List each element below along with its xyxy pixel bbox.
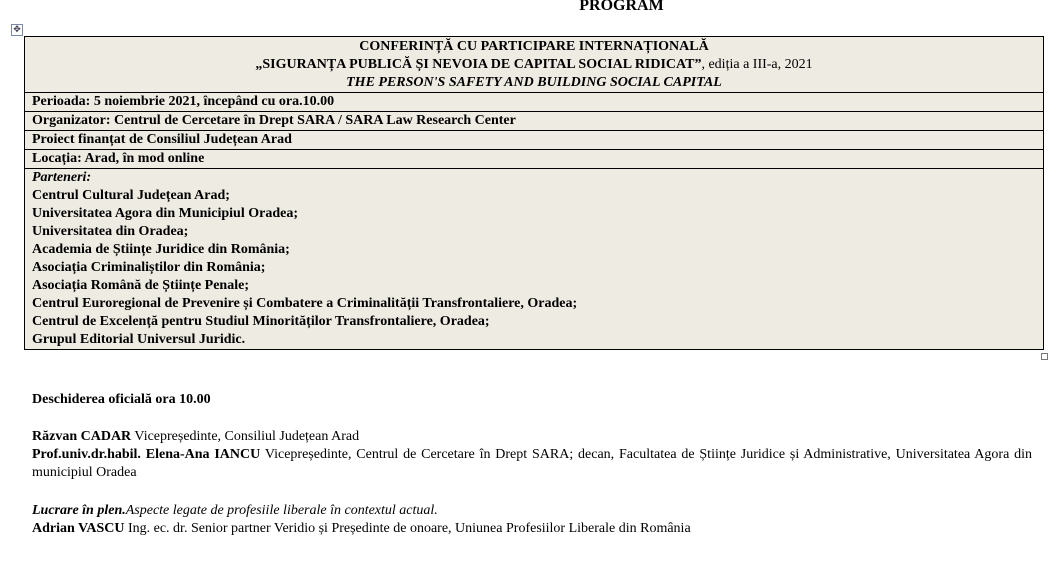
speaker-1 <box>32 428 1032 446</box>
conference-edition: , ediția a III-a, 2021 <box>701 57 813 72</box>
speaker-2-name: Prof.univ.dr.habil. Elena-Ana IANCU <box>32 447 261 462</box>
speaker-1-name: Răzvan CADAR <box>32 429 132 444</box>
conference-title-main: „SIGURANȚA PUBLICĂ ȘI NEVOIA DE CAPITAL SOCIAL RIDICAT” <box>255 57 702 72</box>
partners-cell <box>25 169 1044 350</box>
table-resize-handle[interactable] <box>1041 353 1048 360</box>
conference-title <box>31 56 1037 74</box>
partner-item: Centrul Euroregional de Prevenire și Combatere a Criminalității Transfrontaliere, Oradea; <box>32 296 578 311</box>
plenary-speaker <box>32 520 1032 538</box>
conference-header-row <box>25 37 1044 93</box>
partners-row <box>25 169 1044 350</box>
plenary-speaker-name: Adrian VASCU <box>32 521 125 536</box>
funding-cell: Proiect finanțat de Consiliul Județean Arad <box>25 131 1044 150</box>
table-move-handle-icon[interactable]: ✥ <box>11 24 23 36</box>
organizer-cell: Organizator: Centrul de Cercetare în Drept SARA / SARA Law Research Center <box>25 112 1044 131</box>
partner-item: Universitatea din Oradea; <box>32 224 189 239</box>
conference-header-cell <box>25 37 1044 93</box>
speaker-1-role: Vicepreședinte, Consiliul Județean Arad <box>131 429 360 444</box>
partners-label: Parteneri: <box>32 170 92 185</box>
partner-item: Asociația Română de Științe Penale; <box>32 278 249 293</box>
plenary-speaker-role: Ing. ec. dr. Senior partner Veridio și Președinte de onoare, Uniunea Profesiilor Liberale din România <box>124 521 691 536</box>
location-cell: Locația: Arad, în mod online <box>25 150 1044 169</box>
plenary-label: Lucrare în plen. <box>32 503 126 518</box>
opening-section <box>32 391 1032 409</box>
partner-item: Academia de Științe Juridice din România; <box>32 242 290 257</box>
conference-english-title: THE PERSON'S SAFETY AND BUILDING SOCIAL CAPITAL <box>346 75 722 90</box>
conference-type: CONFERINȚĂ CU PARTICIPARE INTERNAȚIONALĂ <box>359 39 709 54</box>
period-cell: Perioada: 5 noiembrie 2021, începând cu ora.10.00 <box>25 93 1044 112</box>
location-row <box>25 150 1044 169</box>
program-table <box>24 36 1044 350</box>
partner-item: Universitatea Agora din Municipiul Oradea; <box>32 206 298 221</box>
partner-item: Grupul Editorial Universul Juridic. <box>32 332 246 347</box>
partner-item: Centrul de Excelență pentru Studiul Minorităților Transfrontaliere, Oradea; <box>32 314 490 329</box>
partner-item: Asociația Criminaliștilor din România; <box>32 260 266 275</box>
funding-row <box>25 131 1044 150</box>
partners-list <box>32 187 1043 349</box>
page-title: PROGRAM <box>579 0 664 14</box>
speaker-2-role: Vicepreședinte, Centrul de Cercetare în Drept SARA; decan, Facultatea de Științe Juridice și Administrative, Universitatea Agora din municipiul Oradea <box>32 447 1032 480</box>
plenary-topic: Aspecte legate de profesiile liberale în contextul actual. <box>125 503 438 518</box>
partner-item: Centrul Cultural Județean Arad; <box>32 188 230 203</box>
plenary-line <box>32 502 1032 520</box>
speaker-2 <box>32 446 1032 482</box>
organizer-row <box>25 112 1044 131</box>
speakers-section <box>32 428 1032 482</box>
plenary-section <box>32 502 1032 538</box>
opening-heading: Deschiderea oficială ora 10.00 <box>32 392 211 407</box>
period-row <box>25 93 1044 112</box>
